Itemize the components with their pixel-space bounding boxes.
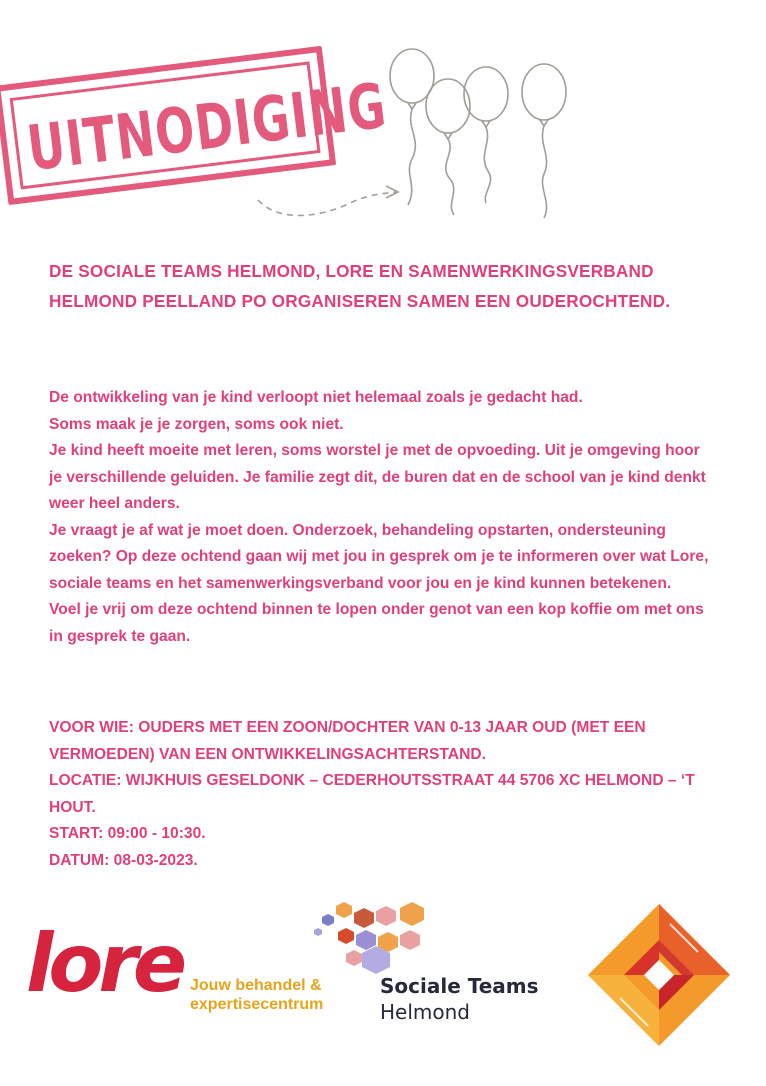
lore-logo: lore xyxy=(26,917,183,1010)
detail-locatie: LOCATIE: WIJKHUIS GESELDONK – CEDERHOUTSSTRAAT 44 5706 XC HELMOND – ‘T HOUT. xyxy=(49,772,695,816)
detail-datum: DATUM: 08-03-2023. xyxy=(49,851,198,869)
sociale-teams-hexagons-icon xyxy=(306,900,446,975)
invitation-heading: DE SOCIALE TEAMS HELMOND, LORE EN SAMENWERKINGSVERBAND HELMOND PEELLAND PO ORGANISEREN SAMEN EEN OUDEROCHTEND. xyxy=(49,261,671,311)
stamp-text: UITNODIGING xyxy=(23,68,391,185)
sociale-teams-title: Sociale Teams xyxy=(380,974,539,998)
detail-start: START: 09:00 - 10:30. xyxy=(49,825,206,842)
body-paragraph: Soms maak je je zorgen, soms ook niet. xyxy=(49,415,344,433)
body-paragraph: Je kind heeft moeite met leren, soms worstel je met de opvoeding. Uit je omgeving hoor je verschillende geluiden. Je familie zegt dit, de buren dat en de school van je kind denkt weer heel anders. xyxy=(49,442,706,512)
samenwerkingsverband-logo-icon xyxy=(586,902,732,1048)
sociale-teams-subtitle: Helmond xyxy=(380,1000,470,1024)
body-paragraph: Je vraagt je af wat je moet doen. Onderzoek, behandeling opstarten, ondersteuning zoeken? Op deze ochtend gaan wij met jou in gesprek om je te informeren over wat Lore, sociale teams en het samenwerkingsverband voor jou en je kind kunnen betekenen. xyxy=(49,521,709,592)
body-paragraph: De ontwikkeling van je kind verloopt niet helemaal zoals je gedacht had. xyxy=(49,389,583,406)
lore-tagline: Jouw behandel & expertisecentrum xyxy=(190,977,324,1013)
body-paragraph: Voel je vrij om deze ochtend binnen te lopen onder genot van een kop koffie om met ons in gesprek te gaan. xyxy=(49,601,704,645)
balloons-icon xyxy=(236,40,596,240)
detail-voor-wie: VOOR WIE: OUDERS MET EEN ZOON/DOCHTER VAN 0-13 JAAR OUD (MET EEN VERMOEDEN) VAN EEN ONTWIKKELINGSACHTERSTAND. xyxy=(49,719,646,763)
body-text xyxy=(49,385,709,650)
event-details xyxy=(49,715,709,874)
